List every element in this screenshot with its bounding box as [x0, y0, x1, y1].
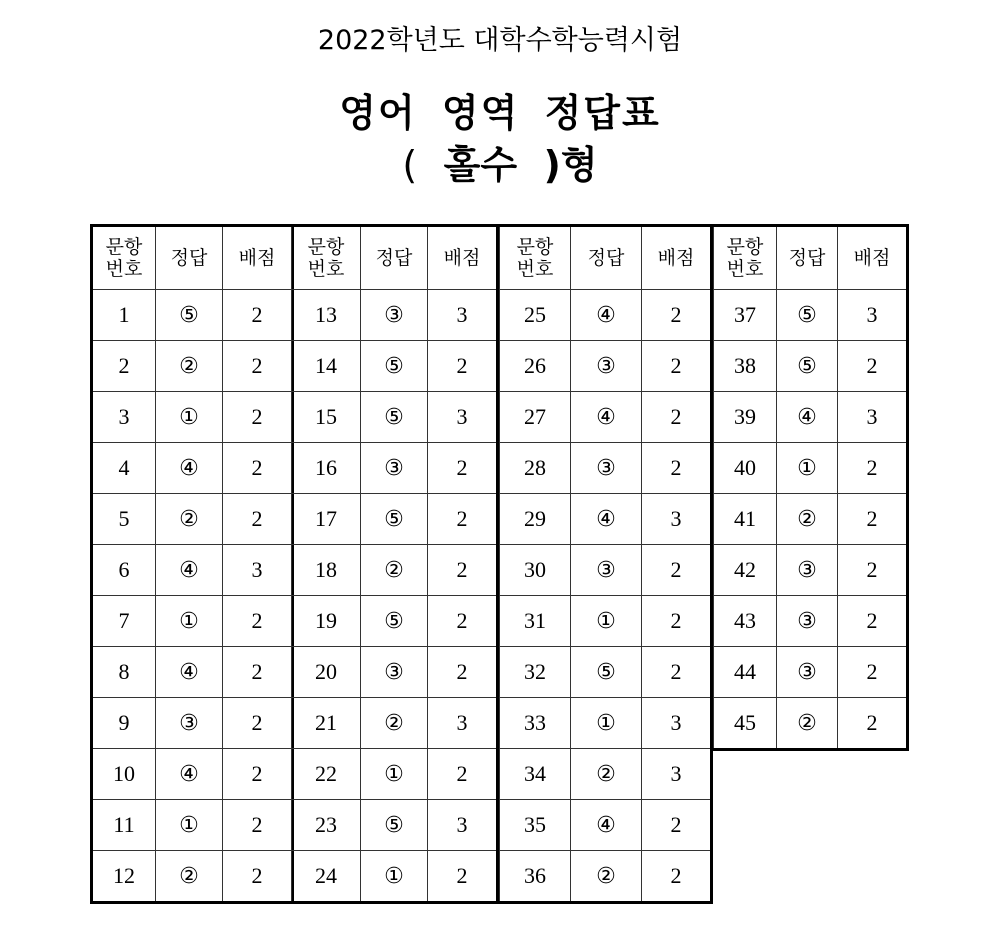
table-row: [714, 341, 908, 392]
table-row: [92, 596, 293, 647]
table-row: [714, 647, 908, 698]
question-number: 33: [500, 698, 571, 749]
header-number-line2: 번호: [105, 258, 143, 280]
table-row: [92, 698, 293, 749]
header-number-line1: 문항: [105, 236, 143, 258]
correct-answer: ⑤: [361, 494, 428, 545]
table-row: [714, 545, 908, 596]
correct-answer: ②: [156, 341, 223, 392]
table-row: [92, 443, 293, 494]
column-header-points: 배점: [223, 226, 293, 290]
question-number: 37: [714, 290, 777, 341]
question-number: 2: [92, 341, 156, 392]
question-number: 3: [92, 392, 156, 443]
points-value: 3: [642, 749, 712, 800]
points-value: 2: [838, 494, 908, 545]
points-value: 2: [642, 596, 712, 647]
correct-answer: ③: [361, 443, 428, 494]
question-number: 6: [92, 545, 156, 596]
table-row: [500, 392, 712, 443]
correct-answer: ③: [361, 290, 428, 341]
question-number: 9: [92, 698, 156, 749]
table-row: [292, 851, 498, 903]
correct-answer: ④: [156, 545, 223, 596]
correct-answer: ②: [156, 851, 223, 903]
correct-answer: ⑤: [361, 341, 428, 392]
column-header-points: 배점: [642, 226, 712, 290]
question-number: 11: [92, 800, 156, 851]
table-row: [92, 341, 293, 392]
column-header-number: [92, 226, 156, 290]
correct-answer: ③: [571, 341, 642, 392]
table-row: [92, 392, 293, 443]
table-row: [292, 749, 498, 800]
question-number: 36: [500, 851, 571, 903]
answer-block-2: [291, 224, 499, 904]
points-value: 2: [223, 392, 293, 443]
exam-title: 2022학년도 대학수학능력시험: [317, 25, 683, 56]
table-row: [500, 494, 712, 545]
table-row: [292, 698, 498, 749]
question-number: 18: [292, 545, 361, 596]
correct-answer: ②: [361, 545, 428, 596]
table-row: [92, 290, 293, 341]
points-value: 2: [428, 596, 498, 647]
points-value: 3: [838, 290, 908, 341]
table-row: [292, 800, 498, 851]
test-type-title: [0, 134, 1000, 189]
points-value: 2: [642, 341, 712, 392]
points-value: 2: [223, 443, 293, 494]
column-header-points: 배점: [838, 226, 908, 290]
question-number: 24: [292, 851, 361, 903]
points-value: 2: [642, 545, 712, 596]
points-value: 2: [223, 596, 293, 647]
points-value: 2: [642, 443, 712, 494]
correct-answer: ④: [571, 392, 642, 443]
question-number: 44: [714, 647, 777, 698]
question-number: 14: [292, 341, 361, 392]
table-row: [500, 443, 712, 494]
points-value: 3: [428, 800, 498, 851]
question-number: 19: [292, 596, 361, 647]
points-value: 2: [223, 800, 293, 851]
correct-answer: ①: [361, 749, 428, 800]
points-value: 2: [838, 341, 908, 392]
points-value: 2: [223, 341, 293, 392]
correct-answer: ⑤: [777, 290, 838, 341]
table-row: [714, 290, 908, 341]
points-value: 3: [428, 392, 498, 443]
question-number: 43: [714, 596, 777, 647]
correct-answer: ⑤: [571, 647, 642, 698]
question-number: 5: [92, 494, 156, 545]
question-number: 25: [500, 290, 571, 341]
table-row: [500, 800, 712, 851]
points-value: 2: [428, 341, 498, 392]
question-number: 17: [292, 494, 361, 545]
correct-answer: ①: [571, 698, 642, 749]
table-row: [92, 749, 293, 800]
table-row: [500, 290, 712, 341]
question-number: 10: [92, 749, 156, 800]
points-value: 2: [838, 698, 908, 750]
column-header-answer: 정답: [156, 226, 223, 290]
points-value: 3: [428, 290, 498, 341]
points-value: 2: [223, 647, 293, 698]
question-number: 26: [500, 341, 571, 392]
table-row: [92, 851, 293, 903]
question-number: 22: [292, 749, 361, 800]
column-header-answer: 정답: [361, 226, 428, 290]
type-open-paren: (: [402, 143, 418, 187]
table-row: [714, 392, 908, 443]
correct-answer: ③: [571, 545, 642, 596]
points-value: 2: [642, 800, 712, 851]
correct-answer: ④: [571, 494, 642, 545]
table-row: [500, 647, 712, 698]
points-value: 2: [428, 749, 498, 800]
column-header-answer: 정답: [571, 226, 642, 290]
header-number-line2: 번호: [726, 258, 764, 280]
points-value: 2: [642, 392, 712, 443]
question-number: 7: [92, 596, 156, 647]
column-header-points: 배점: [428, 226, 498, 290]
question-number: 31: [500, 596, 571, 647]
question-number: 41: [714, 494, 777, 545]
answer-block-1: [90, 224, 294, 904]
points-value: 2: [428, 851, 498, 903]
question-number: 32: [500, 647, 571, 698]
correct-answer: ④: [156, 749, 223, 800]
correct-answer: ③: [156, 698, 223, 749]
table-row: [92, 800, 293, 851]
correct-answer: ②: [777, 494, 838, 545]
subject-title: 영어 영역 정답표: [339, 91, 661, 135]
points-value: 2: [642, 290, 712, 341]
points-value: 3: [642, 698, 712, 749]
question-number: 13: [292, 290, 361, 341]
question-number: 8: [92, 647, 156, 698]
header-row: [292, 226, 498, 290]
question-number: 1: [92, 290, 156, 341]
correct-answer: ④: [571, 800, 642, 851]
table-row: [500, 851, 712, 903]
question-number: 39: [714, 392, 777, 443]
correct-answer: ③: [777, 647, 838, 698]
correct-answer: ⑤: [156, 290, 223, 341]
table-row: [292, 494, 498, 545]
correct-answer: ②: [156, 494, 223, 545]
question-number: 4: [92, 443, 156, 494]
question-number: 12: [92, 851, 156, 903]
points-value: 2: [428, 443, 498, 494]
points-value: 2: [428, 494, 498, 545]
correct-answer: ①: [156, 596, 223, 647]
points-value: 2: [838, 647, 908, 698]
points-value: 2: [223, 494, 293, 545]
question-number: 23: [292, 800, 361, 851]
header-number-line2: 번호: [516, 258, 554, 280]
table-row: [500, 749, 712, 800]
header-number-line2: 번호: [307, 258, 345, 280]
header-number-line1: 문항: [516, 236, 554, 258]
table-row: [92, 545, 293, 596]
points-value: 2: [838, 596, 908, 647]
type-close: )형: [543, 143, 598, 187]
table-row: [500, 341, 712, 392]
table-row: [500, 545, 712, 596]
question-number: 29: [500, 494, 571, 545]
question-number: 27: [500, 392, 571, 443]
column-header-number: [714, 226, 777, 290]
column-header-number: [500, 226, 571, 290]
table-row: [500, 596, 712, 647]
points-value: 2: [642, 647, 712, 698]
table-row: [714, 596, 908, 647]
points-value: 3: [642, 494, 712, 545]
table-row: [714, 443, 908, 494]
points-value: 3: [223, 545, 293, 596]
answer-block-4: [713, 224, 909, 751]
table-row: [292, 545, 498, 596]
header-number-line1: 문항: [726, 236, 764, 258]
header-row: [500, 226, 712, 290]
points-value: 3: [428, 698, 498, 749]
question-number: 45: [714, 698, 777, 750]
correct-answer: ②: [571, 749, 642, 800]
correct-answer: ⑤: [361, 392, 428, 443]
correct-answer: ①: [156, 800, 223, 851]
question-number: 20: [292, 647, 361, 698]
correct-answer: ⑤: [361, 800, 428, 851]
correct-answer: ⑤: [777, 341, 838, 392]
points-value: 2: [223, 698, 293, 749]
correct-answer: ④: [571, 290, 642, 341]
question-number: 40: [714, 443, 777, 494]
column-header-answer: 정답: [777, 226, 838, 290]
correct-answer: ①: [361, 851, 428, 903]
correct-answer: ③: [777, 545, 838, 596]
points-value: 2: [642, 851, 712, 903]
header-row: [714, 226, 908, 290]
table-row: [292, 341, 498, 392]
correct-answer: ④: [156, 443, 223, 494]
points-value: 3: [838, 392, 908, 443]
answer-block-3: [499, 224, 713, 904]
question-number: 16: [292, 443, 361, 494]
table-row: [92, 494, 293, 545]
question-number: 38: [714, 341, 777, 392]
table-row: [92, 647, 293, 698]
points-value: 2: [223, 851, 293, 903]
correct-answer: ①: [571, 596, 642, 647]
correct-answer: ③: [777, 596, 838, 647]
correct-answer: ①: [777, 443, 838, 494]
correct-answer: ③: [571, 443, 642, 494]
question-number: 34: [500, 749, 571, 800]
correct-answer: ④: [156, 647, 223, 698]
header-number-line1: 문항: [307, 236, 345, 258]
question-number: 28: [500, 443, 571, 494]
header-row: [92, 226, 293, 290]
table-row: [292, 392, 498, 443]
table-row: [292, 290, 498, 341]
question-number: 30: [500, 545, 571, 596]
correct-answer: ③: [361, 647, 428, 698]
points-value: 2: [223, 749, 293, 800]
correct-answer: ②: [571, 851, 642, 903]
points-value: 2: [223, 290, 293, 341]
question-number: 15: [292, 392, 361, 443]
points-value: 2: [428, 647, 498, 698]
column-header-number: [292, 226, 361, 290]
correct-answer: ②: [361, 698, 428, 749]
type-name: 홀수: [443, 143, 518, 187]
correct-answer: ⑤: [361, 596, 428, 647]
table-row: [714, 494, 908, 545]
question-number: 35: [500, 800, 571, 851]
table-row: [714, 698, 908, 750]
points-value: 2: [838, 443, 908, 494]
points-value: 2: [838, 545, 908, 596]
correct-answer: ①: [156, 392, 223, 443]
table-row: [292, 647, 498, 698]
table-row: [292, 443, 498, 494]
points-value: 2: [428, 545, 498, 596]
correct-answer: ④: [777, 392, 838, 443]
question-number: 42: [714, 545, 777, 596]
correct-answer: ②: [777, 698, 838, 750]
question-number: 21: [292, 698, 361, 749]
table-row: [500, 698, 712, 749]
table-row: [292, 596, 498, 647]
